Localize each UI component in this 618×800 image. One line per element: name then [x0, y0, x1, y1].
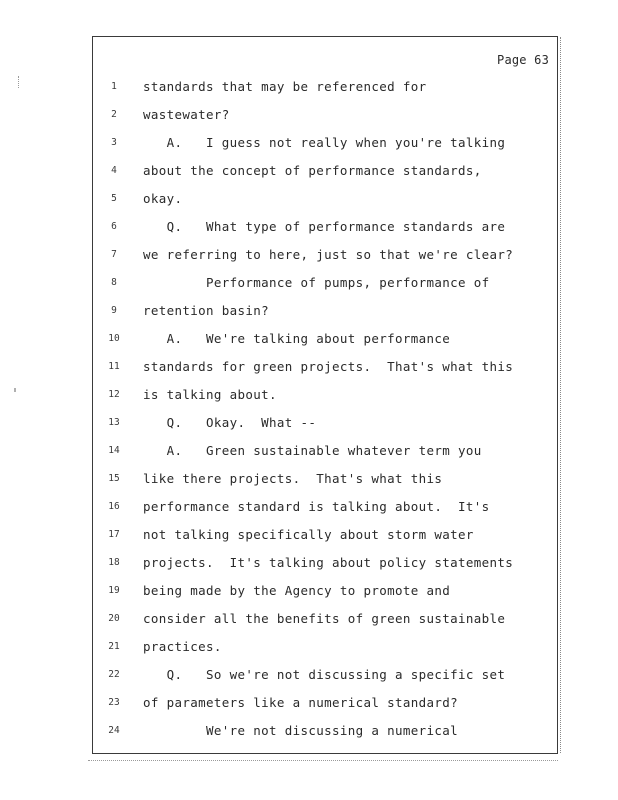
transcript-page — [92, 36, 558, 754]
transcript-line — [93, 409, 557, 437]
transcript-line — [93, 101, 557, 129]
line-number: 13 — [108, 417, 120, 428]
transcript-lines — [93, 73, 557, 745]
line-text: A. Green sustainable whatever term you — [143, 443, 482, 458]
transcript-line — [93, 577, 557, 605]
line-number: 22 — [108, 669, 120, 680]
line-text: being made by the Agency to promote and — [143, 583, 451, 598]
line-text: retention basin? — [143, 303, 270, 318]
line-text: performance standard is talking about. It's — [143, 499, 490, 514]
transcript-line — [93, 549, 557, 577]
line-number: 23 — [108, 697, 120, 708]
line-text: A. We're talking about performance — [143, 331, 451, 346]
line-text: like there projects. That's what this — [143, 471, 443, 486]
line-number: 16 — [108, 501, 120, 512]
page-number: Page 63 — [497, 53, 549, 67]
transcript-line — [93, 325, 557, 353]
transcript-line — [93, 381, 557, 409]
line-number: 20 — [108, 613, 120, 624]
transcript-line — [93, 717, 557, 745]
line-number: 3 — [111, 137, 117, 148]
line-number: 8 — [111, 277, 117, 288]
line-text: Q. What type of performance standards are — [143, 219, 506, 234]
line-number: 4 — [111, 165, 117, 176]
transcript-line — [93, 297, 557, 325]
line-text: we referring to here, just so that we're clear? — [143, 247, 514, 262]
line-number: 6 — [111, 221, 117, 232]
transcript-line — [93, 605, 557, 633]
line-text: wastewater? — [143, 107, 230, 122]
line-number: 15 — [108, 473, 120, 484]
transcript-line — [93, 157, 557, 185]
line-text: not talking specifically about storm water — [143, 527, 474, 542]
line-number: 21 — [108, 641, 120, 652]
transcript-line — [93, 353, 557, 381]
transcript-line — [93, 185, 557, 213]
transcript-line — [93, 241, 557, 269]
transcript-line — [93, 73, 557, 101]
line-text: A. I guess not really when you're talking — [143, 135, 506, 150]
line-text: projects. It's talking about policy statements — [143, 555, 514, 570]
line-text: Q. Okay. What -- — [143, 415, 317, 430]
line-number: 5 — [111, 193, 117, 204]
line-number: 10 — [108, 333, 120, 344]
transcript-line — [93, 269, 557, 297]
margin-scan-mark — [18, 76, 23, 88]
line-number: 17 — [108, 529, 120, 540]
line-text: We're not discussing a numerical — [143, 723, 459, 738]
line-number: 11 — [108, 361, 120, 372]
line-number: 12 — [108, 389, 120, 400]
line-text: standards for green projects. That's what this — [143, 359, 514, 374]
line-number: 9 — [111, 305, 117, 316]
transcript-line — [93, 437, 557, 465]
bottom-rule — [88, 760, 558, 761]
line-text: okay. — [143, 191, 183, 206]
transcript-line — [93, 129, 557, 157]
line-number: 18 — [108, 557, 120, 568]
line-text: practices. — [143, 639, 222, 654]
transcript-line — [93, 633, 557, 661]
transcript-line — [93, 689, 557, 717]
line-text: about the concept of performance standards, — [143, 163, 482, 178]
line-text: is talking about. — [143, 387, 277, 402]
line-number: 19 — [108, 585, 120, 596]
line-text: standards that may be referenced for — [143, 79, 427, 94]
line-text: Performance of pumps, performance of — [143, 275, 490, 290]
margin-scan-dot — [14, 388, 16, 392]
line-text: Q. So we're not discussing a specific set — [143, 667, 506, 682]
transcript-line — [93, 521, 557, 549]
line-number: 24 — [108, 725, 120, 736]
transcript-line — [93, 213, 557, 241]
transcript-line — [93, 465, 557, 493]
transcript-line — [93, 493, 557, 521]
line-text: consider all the benefits of green sustainable — [143, 611, 506, 626]
line-number: 7 — [111, 249, 117, 260]
line-number: 1 — [111, 81, 117, 92]
line-text: of parameters like a numerical standard? — [143, 695, 459, 710]
line-number: 2 — [111, 109, 117, 120]
line-number: 14 — [108, 445, 120, 456]
transcript-line — [93, 661, 557, 689]
